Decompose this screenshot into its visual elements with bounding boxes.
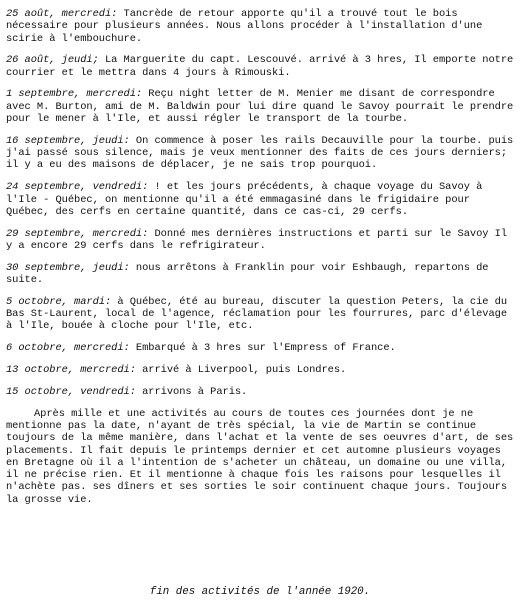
diary-entry-30-septembre [6, 262, 514, 287]
entry-date: 15 octobre, vendredi: [6, 385, 136, 398]
diary-entry-24-septembre [6, 181, 514, 218]
entry-date: 29 septembre, mercredi: [6, 227, 149, 240]
diary-entry-29-septembre [6, 228, 514, 253]
document-page [6, 8, 514, 604]
entry-text: Reçu night letter de M. Menier me disant de correspondre avec M. Burton, ami de M. Baldwin pour lui dire quand le Savoy pourrait le prendre pour le mener à l'Ile, et aussi régler le transport de la tourbe. [6, 88, 514, 126]
entry-date: 24 septembre, vendredi: [6, 181, 149, 194]
entry-text: On commence à poser les rails Decauville pour la tourbe. puis j'ai passé sous silence, mais je veux mentionner des faits de ces jours derniers; il y a eu des maisons de déplacer, je ne sais trop pourquoi. [6, 134, 514, 172]
entry-text: arrivé à Liverpool, puis Londres. [142, 364, 347, 377]
entry-text: ! et les jours précédents, à chaque voyage du Savoy à l'Ile - Québec, on mentionne qu'il a été emmagasiné dans le frigidaire pour Québec, des cerfs en certaine quantité, dans ce cas-ci, 29 cerfs. [6, 181, 483, 218]
diary-entry-1-septembre [6, 88, 514, 125]
entry-date: 1 septembre, mercredi: [6, 88, 143, 101]
diary-entry-15-octobre [6, 386, 514, 398]
entry-date: 26 août, jeudi; [6, 54, 99, 67]
entry-date: 30 septembre, jeudi: [6, 261, 130, 274]
entry-text: La Marguerite du capt. Lescouvé. arrivé à 3 hres, Il emporte notre courrier et le mettra dans 4 jours à Rimouski. [6, 54, 514, 79]
diary-entry-26-aout [6, 54, 514, 79]
footer-note: fin des activités de l'année 1920. [149, 586, 371, 598]
entry-text: arrivons à Paris. [142, 385, 248, 398]
diary-entry-5-octobre [6, 296, 514, 333]
entry-text: Donné mes dernières instructions et parti sur le Savoy Il y a encore 29 cerfs dans le refrigirateur. [6, 227, 508, 252]
entry-date: 6 octobre, mercredi: [6, 342, 130, 355]
diary-entry-6-octobre [6, 342, 514, 354]
entry-text: Embarqué à 3 hres sur l'Empress of France. [135, 342, 396, 355]
diary-entry-16-septembre [6, 135, 514, 172]
entry-date: 5 octobre, mardi: [6, 295, 112, 308]
diary-entry-25-aout [6, 8, 514, 45]
entry-date: 25 août, mercredi: [6, 8, 118, 20]
closing-paragraph: Après mille et une activités au cours de toutes ces journées dont je ne mentionne pas la date, n'ayant de très spécial, la vie de Martin se continue toujours de la même manière, dans l'achat et la vente de ses oeuvres d'art, de ses placements. Il fait depuis le printemps dernier et cet automne plusieurs voyages en Bretagne où il a l'intention de s'acheter un château, un domaine ou une villa, il ne précise rien. Et il mentionne à chaque fois les raisons pour lesquelles il n'achète pas. ses dîners et ses sorties le soir continuent chaque jours. Toujours la grosse vie. [6, 407, 514, 506]
entry-date: 13 octobre, mercredi: [6, 364, 136, 377]
entry-date: 16 septembre, jeudi: [6, 134, 130, 147]
entry-text: nous arrêtons à Franklin pour voir Eshbaugh, repartons de suite. [6, 261, 489, 287]
entry-text: à Québec, été au bureau, discuter la question Peters, la cie du Bas St-Laurent, local de l'agence, réclamation pour les fourrures, parc d'élevage à l'Ile, bouée à cloche pour l'Ile, etc. [6, 295, 508, 333]
entry-text: Tancrède de retour apporte qu'il a trouvé tout le bois nécessaire pour plusieurs années. Nous allons procéder à l'installation d'une scirie à l'embouchure. [6, 8, 483, 45]
diary-entry-13-octobre [6, 364, 514, 376]
